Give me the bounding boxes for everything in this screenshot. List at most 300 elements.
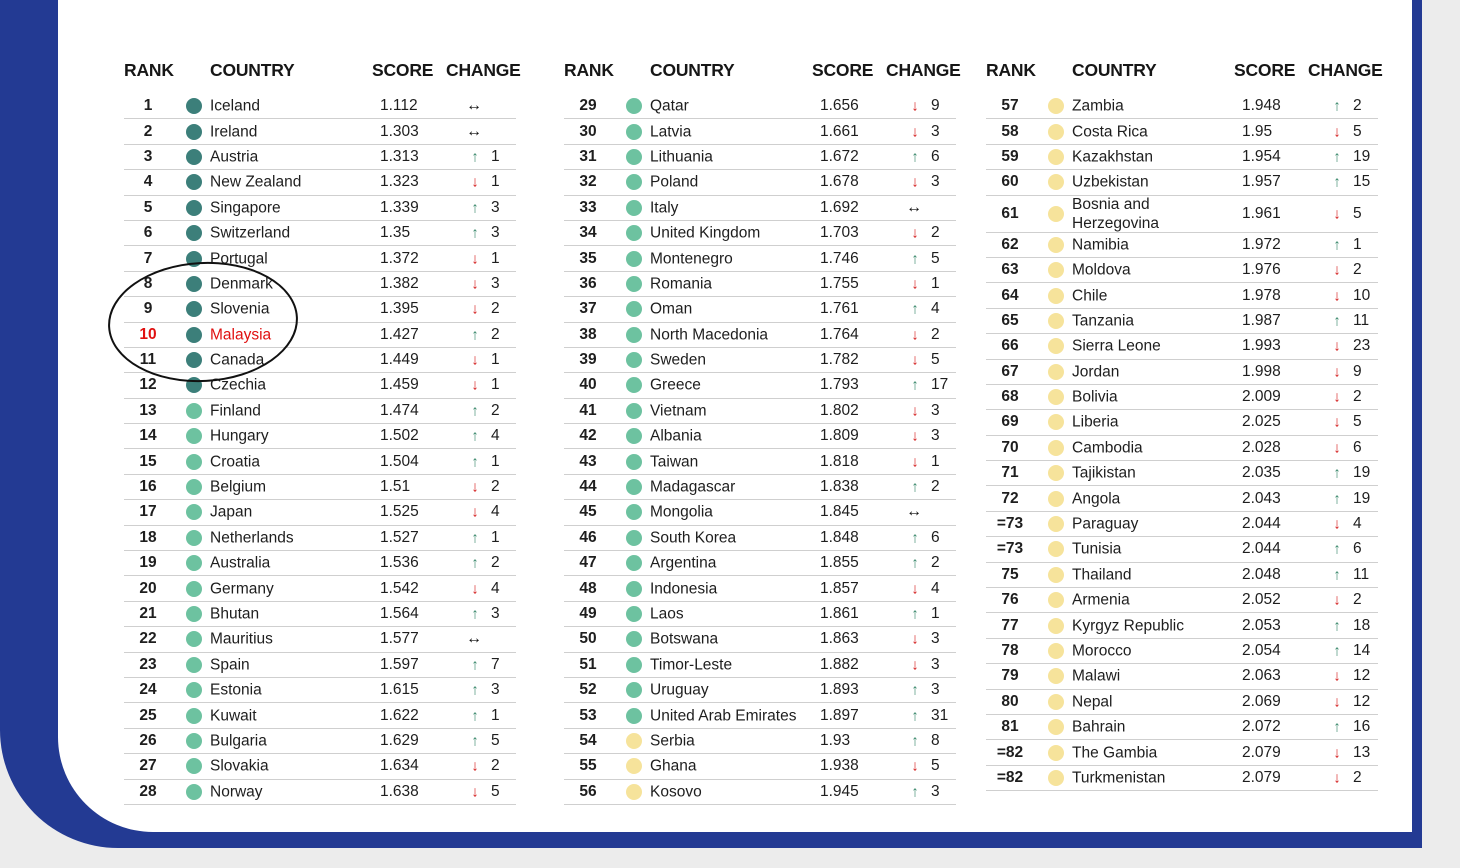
tier-dot-icon	[186, 225, 202, 241]
country-cell: Ireland	[210, 123, 258, 141]
table-column-3	[986, 58, 1383, 791]
country-cell: South Korea	[650, 529, 737, 547]
rank-cell: 43	[579, 452, 597, 470]
table-row	[564, 297, 956, 322]
rank-cell: 11	[139, 351, 157, 369]
arrow-down-icon: ↓	[471, 376, 479, 394]
arrow-up-icon: ↑	[911, 783, 919, 801]
country-cell: Ghana	[650, 757, 697, 775]
rank-cell: 72	[1001, 489, 1019, 507]
change-cell: 1	[491, 147, 500, 165]
tier-dot-icon	[626, 276, 642, 292]
change-cell: 3	[931, 655, 940, 673]
arrow-down-icon: ↓	[1333, 744, 1341, 762]
tier-dot-icon	[1048, 719, 1064, 735]
table-row	[986, 119, 1378, 144]
score-cell: 1.502	[380, 427, 419, 445]
rank-cell: 32	[579, 173, 597, 191]
tier-dot-icon	[626, 301, 642, 317]
country-cell: Paraguay	[1072, 515, 1139, 533]
score-cell: 2.069	[1242, 692, 1281, 710]
score-cell: 1.542	[380, 579, 419, 597]
country-cell: Slovakia	[210, 757, 269, 775]
change-cell: 1	[491, 376, 500, 394]
table-row	[124, 94, 516, 119]
country-cell: Sierra Leone	[1072, 337, 1161, 355]
rank-cell: 30	[579, 122, 597, 140]
country-cell: Iceland	[210, 97, 260, 115]
country-cell: Norway	[210, 783, 263, 801]
score-cell: 1.597	[380, 655, 419, 673]
rank-cell: 31	[579, 147, 597, 165]
table-row	[564, 526, 956, 551]
table-row	[124, 576, 516, 601]
tier-dot-icon	[186, 530, 202, 546]
score-cell: 1.848	[820, 528, 859, 546]
score-cell: 1.525	[380, 503, 419, 521]
country-cell: Finland	[210, 402, 261, 420]
score-cell: 1.323	[380, 173, 419, 191]
tier-dot-icon	[1048, 206, 1064, 222]
table-row	[564, 145, 956, 170]
rank-cell: =82	[996, 743, 1024, 761]
country-header: COUNTRY	[1072, 60, 1157, 80]
rank-cell: 62	[1001, 235, 1019, 253]
score-cell: 1.945	[820, 782, 859, 800]
rank-cell: 51	[579, 655, 597, 673]
table-row	[986, 196, 1378, 233]
score-cell: 2.028	[1242, 438, 1281, 456]
tier-dot-icon	[626, 149, 642, 165]
score-cell: 1.793	[820, 376, 859, 394]
score-cell: 1.51	[380, 478, 411, 496]
score-cell: 1.339	[380, 198, 419, 216]
country-cell: Switzerland	[210, 224, 291, 242]
country-cell: Australia	[210, 554, 271, 572]
table-row	[564, 424, 956, 449]
change-cell: 1	[931, 605, 940, 622]
change-cell: 14	[1353, 642, 1371, 659]
change-cell: 2	[931, 224, 940, 242]
table-row	[986, 740, 1378, 765]
country-cell: Netherlands	[210, 529, 294, 547]
arrow-up-icon: ↑	[471, 453, 479, 471]
change-cell: 13	[1353, 743, 1371, 761]
arrow-up-icon: ↑	[471, 427, 479, 445]
country-cell: Poland	[650, 173, 699, 191]
score-cell: 1.976	[1242, 261, 1281, 279]
change-cell: 3	[931, 401, 940, 419]
tier-dot-icon	[626, 657, 642, 673]
tier-dot-icon	[626, 606, 642, 622]
score-cell: 1.993	[1242, 337, 1281, 355]
change-cell: 18	[1353, 616, 1371, 634]
table-column-1	[124, 58, 521, 805]
score-cell: 1.998	[1242, 362, 1281, 380]
tier-dot-icon	[186, 454, 202, 470]
country-cell: Japan	[210, 503, 253, 521]
tier-dot-icon	[1048, 668, 1064, 684]
rank-cell: 68	[1001, 388, 1019, 406]
arrow-up-icon: ↑	[1333, 148, 1341, 166]
country-cell: United Arab Emirates	[650, 707, 797, 725]
rank-cell: 25	[139, 706, 157, 724]
table-row	[564, 500, 956, 525]
rank-cell: 52	[579, 681, 597, 699]
change-cell: 15	[1353, 173, 1371, 191]
rank-cell: 76	[1001, 591, 1019, 609]
table-row	[124, 754, 516, 779]
tier-dot-icon	[626, 98, 642, 114]
arrow-down-icon: ↓	[911, 173, 919, 191]
table-row	[986, 360, 1378, 385]
arrow-down-icon: ↓	[1333, 515, 1341, 533]
arrow-up-icon: ↑	[911, 707, 919, 725]
change-cell: 8	[931, 731, 940, 749]
tier-dot-icon	[626, 758, 642, 774]
tier-dot-icon	[626, 454, 642, 470]
country-cell: Liberia	[1072, 413, 1119, 431]
score-cell: 1.855	[820, 554, 859, 572]
arrow-up-icon: ↑	[911, 148, 919, 166]
table-row	[564, 348, 956, 373]
rank-cell: 29	[579, 97, 597, 115]
tier-dot-icon	[626, 377, 642, 393]
score-cell: 1.978	[1242, 286, 1281, 304]
tier-dot-icon	[1048, 541, 1064, 557]
score-cell: 1.961	[1242, 204, 1281, 222]
country-cell: Indonesia	[650, 580, 718, 598]
tier-dot-icon	[626, 733, 642, 749]
country-cell: Kosovo	[650, 783, 702, 801]
rank-cell: 3	[143, 147, 153, 165]
rank-cell: 46	[579, 528, 597, 546]
table-row	[564, 170, 956, 195]
change-cell: 5	[1353, 413, 1362, 431]
score-cell: 2.053	[1242, 616, 1281, 634]
country-cell: North Macedonia	[650, 326, 769, 344]
change-cell: 5	[931, 249, 940, 267]
change-cell: 4	[491, 579, 500, 597]
change-cell: 5	[1353, 204, 1362, 222]
tier-dot-icon	[626, 403, 642, 419]
arrow-down-icon: ↓	[1333, 591, 1341, 609]
country-cell: Czechia	[210, 376, 266, 394]
table-row	[124, 703, 516, 728]
change-cell: 1	[1353, 235, 1362, 253]
tier-dot-icon	[626, 124, 642, 140]
rank-cell: 64	[1001, 286, 1019, 304]
arrow-up-icon: ↑	[471, 224, 479, 242]
change-cell: 2	[1353, 768, 1362, 786]
country-cell: Serbia	[650, 732, 695, 750]
country-cell: Uzbekistan	[1072, 173, 1149, 191]
change-cell: 2	[491, 401, 500, 419]
change-cell: 12	[1353, 692, 1371, 710]
country-cell: Kuwait	[210, 707, 257, 725]
country-cell: Kyrgyz Republic	[1072, 617, 1184, 635]
country-cell: Namibia	[1072, 236, 1129, 254]
rank-cell: 20	[139, 579, 157, 597]
rank-cell: 2	[143, 122, 153, 140]
score-cell: 1.882	[820, 655, 859, 673]
arrow-down-icon: ↓	[911, 351, 919, 369]
rank-cell: 59	[1001, 147, 1019, 165]
change-cell: 12	[1353, 667, 1371, 685]
table-row	[564, 272, 956, 297]
rank-cell: 10	[139, 325, 157, 343]
change-cell: 7	[491, 655, 500, 673]
tier-dot-icon	[186, 200, 202, 216]
score-cell: 1.564	[380, 605, 419, 622]
table-row	[564, 119, 956, 144]
rank-cell: 58	[1001, 122, 1019, 140]
change-cell: 3	[931, 173, 940, 191]
rank-cell: 13	[139, 401, 157, 419]
arrow-down-icon: ↓	[911, 453, 919, 471]
table-row	[986, 486, 1378, 511]
table-row	[986, 410, 1378, 435]
score-cell: 2.025	[1242, 413, 1281, 431]
table-row	[564, 576, 956, 601]
arrow-down-icon: ↓	[911, 275, 919, 293]
change-cell: 4	[491, 427, 500, 445]
tier-dot-icon	[626, 530, 642, 546]
tier-dot-icon	[186, 479, 202, 495]
arrow-down-icon: ↓	[1333, 667, 1341, 685]
tier-dot-icon	[1048, 694, 1064, 710]
arrow-down-icon: ↓	[471, 275, 479, 293]
country-cell: Estonia	[210, 681, 262, 699]
rank-cell: 57	[1001, 97, 1019, 115]
country-cell: Spain	[210, 656, 250, 674]
arrow-up-icon: ↑	[471, 656, 479, 674]
tier-dot-icon	[186, 733, 202, 749]
rank-cell: 17	[139, 503, 157, 521]
score-cell: 1.615	[380, 681, 419, 699]
country-cell: Argentina	[650, 554, 717, 572]
rank-cell: 44	[579, 478, 597, 496]
country-cell: Croatia	[210, 453, 260, 471]
table-row	[986, 613, 1378, 638]
table-row	[986, 664, 1378, 689]
score-cell: 1.313	[380, 147, 419, 165]
tier-dot-icon	[186, 581, 202, 597]
arrow-up-icon: ↑	[1333, 464, 1341, 482]
arrow-left-right-icon: ↔	[906, 198, 922, 216]
country-cell: Bulgaria	[210, 732, 267, 750]
rank-header: RANK	[564, 60, 614, 80]
table-row	[124, 500, 516, 525]
tier-dot-icon	[626, 479, 642, 495]
table-row	[986, 283, 1378, 308]
tier-dot-icon	[1048, 516, 1064, 532]
rank-header: RANK	[124, 60, 174, 80]
score-header: SCORE	[1234, 60, 1296, 80]
arrow-down-icon: ↓	[471, 300, 479, 318]
change-cell: 17	[931, 376, 949, 394]
score-cell: 1.987	[1242, 311, 1281, 329]
change-cell: 2	[491, 478, 500, 496]
arrow-down-icon: ↓	[911, 97, 919, 115]
table-row	[564, 551, 956, 576]
score-cell: 2.054	[1242, 642, 1281, 659]
change-cell: 6	[1353, 540, 1362, 558]
tier-dot-icon	[186, 504, 202, 520]
change-cell: 6	[931, 147, 940, 165]
change-cell: 2	[1353, 591, 1362, 609]
change-cell: 3	[931, 782, 940, 800]
table-row	[564, 602, 956, 627]
score-cell: 2.035	[1242, 464, 1281, 482]
tier-dot-icon	[186, 403, 202, 419]
country-cell: Bolivia	[1072, 388, 1118, 406]
score-cell: 1.782	[820, 351, 859, 369]
rank-cell: 38	[579, 325, 597, 343]
change-cell: 3	[491, 224, 500, 242]
arrow-up-icon: ↑	[471, 554, 479, 572]
table-row	[986, 334, 1378, 359]
arrow-up-icon: ↑	[1333, 617, 1341, 635]
change-cell: 9	[931, 97, 940, 115]
tier-dot-icon	[1048, 643, 1064, 659]
score-cell: 1.861	[820, 605, 859, 622]
score-cell: 1.629	[380, 731, 419, 749]
score-cell: 1.857	[820, 579, 859, 597]
arrow-up-icon: ↑	[911, 605, 919, 623]
score-cell: 1.112	[380, 97, 418, 115]
country-cell: Greece	[650, 376, 701, 394]
score-cell: 1.634	[380, 757, 419, 775]
tier-dot-icon	[186, 555, 202, 571]
arrow-left-right-icon: ↔	[466, 122, 482, 140]
rank-cell: 49	[579, 605, 597, 622]
table-row	[564, 653, 956, 678]
score-cell: 1.678	[820, 173, 859, 191]
rank-cell: 5	[143, 198, 153, 216]
country-cell: Morocco	[1072, 642, 1132, 660]
arrow-up-icon: ↑	[1333, 642, 1341, 660]
country-cell: Oman	[650, 300, 693, 318]
rank-cell: 9	[143, 300, 153, 318]
score-cell: 1.897	[820, 706, 859, 724]
arrow-down-icon: ↓	[911, 580, 919, 598]
tier-dot-icon	[186, 758, 202, 774]
table-row	[124, 780, 516, 805]
score-cell: 2.079	[1242, 743, 1281, 761]
tier-dot-icon	[626, 682, 642, 698]
change-cell: 1	[491, 249, 500, 267]
change-cell: 4	[1353, 515, 1362, 533]
arrow-up-icon: ↑	[911, 732, 919, 750]
change-cell: 4	[491, 503, 500, 521]
tier-dot-icon	[1048, 288, 1064, 304]
table-row	[124, 196, 516, 221]
rank-cell: 15	[139, 452, 157, 470]
table-row	[986, 690, 1378, 715]
arrow-up-icon: ↑	[471, 707, 479, 725]
table-row	[564, 373, 956, 398]
score-cell: 1.536	[380, 554, 419, 572]
change-cell: 2	[1353, 261, 1362, 279]
rank-cell: =73	[996, 540, 1024, 558]
change-header: CHANGE	[886, 60, 961, 80]
score-cell: 1.838	[820, 478, 859, 496]
table-row	[124, 424, 516, 449]
arrow-down-icon: ↓	[911, 326, 919, 344]
table-row	[564, 475, 956, 500]
rank-cell: 23	[139, 655, 157, 673]
table-body	[124, 94, 516, 805]
table-row	[564, 94, 956, 119]
arrow-up-icon: ↑	[1333, 173, 1341, 191]
table-row	[564, 703, 956, 728]
score-cell: 1.504	[380, 452, 419, 470]
score-cell: 1.449	[380, 351, 419, 369]
change-cell: 11	[1353, 565, 1370, 583]
arrow-down-icon: ↓	[1333, 388, 1341, 406]
rank-cell: 19	[139, 554, 157, 572]
table-row	[986, 436, 1378, 461]
table-row	[986, 537, 1378, 562]
rank-cell: 1	[143, 97, 153, 115]
country-cell: Uruguay	[650, 681, 709, 699]
arrow-up-icon: ↑	[471, 605, 479, 623]
score-header: SCORE	[372, 60, 434, 80]
table-row	[986, 588, 1378, 613]
score-cell: 2.052	[1242, 591, 1281, 609]
rank-cell: 71	[1001, 464, 1019, 482]
change-cell: 3	[491, 198, 500, 216]
rank-cell: 21	[139, 605, 157, 622]
arrow-down-icon: ↓	[911, 427, 919, 445]
rank-cell: 50	[579, 630, 597, 648]
rank-cell: 54	[579, 731, 597, 749]
tier-dot-icon	[1048, 124, 1064, 140]
table-row	[124, 551, 516, 576]
table-row	[564, 323, 956, 348]
change-cell: 1	[491, 351, 500, 369]
score-cell: 1.395	[380, 300, 419, 318]
score-cell: 1.527	[380, 528, 419, 546]
country-cell: Malawi	[1072, 667, 1121, 685]
arrow-up-icon: ↑	[471, 402, 479, 420]
score-cell: 1.93	[820, 731, 851, 749]
tier-dot-icon	[1048, 440, 1064, 456]
country-cell: Costa Rica	[1072, 123, 1148, 141]
score-cell: 1.863	[820, 630, 859, 648]
table-row	[986, 563, 1378, 588]
change-cell: 9	[1353, 362, 1362, 380]
change-cell: 2	[931, 478, 940, 496]
tier-dot-icon	[1048, 389, 1064, 405]
arrow-left-right-icon: ↔	[466, 97, 482, 115]
arrow-down-icon: ↓	[471, 757, 479, 775]
tier-dot-icon	[1048, 592, 1064, 608]
rank-cell: 22	[139, 630, 157, 648]
table-row	[986, 170, 1378, 195]
tier-dot-icon	[1048, 313, 1064, 329]
country-cell: Mongolia	[650, 503, 713, 521]
tier-dot-icon	[1048, 745, 1064, 761]
change-cell: 1	[491, 706, 500, 724]
rank-cell: 35	[579, 249, 597, 267]
tier-dot-icon	[626, 504, 642, 520]
rank-cell: 53	[579, 706, 597, 724]
arrow-down-icon: ↓	[911, 402, 919, 420]
tier-dot-icon	[1048, 98, 1064, 114]
rank-cell: 77	[1001, 616, 1019, 634]
